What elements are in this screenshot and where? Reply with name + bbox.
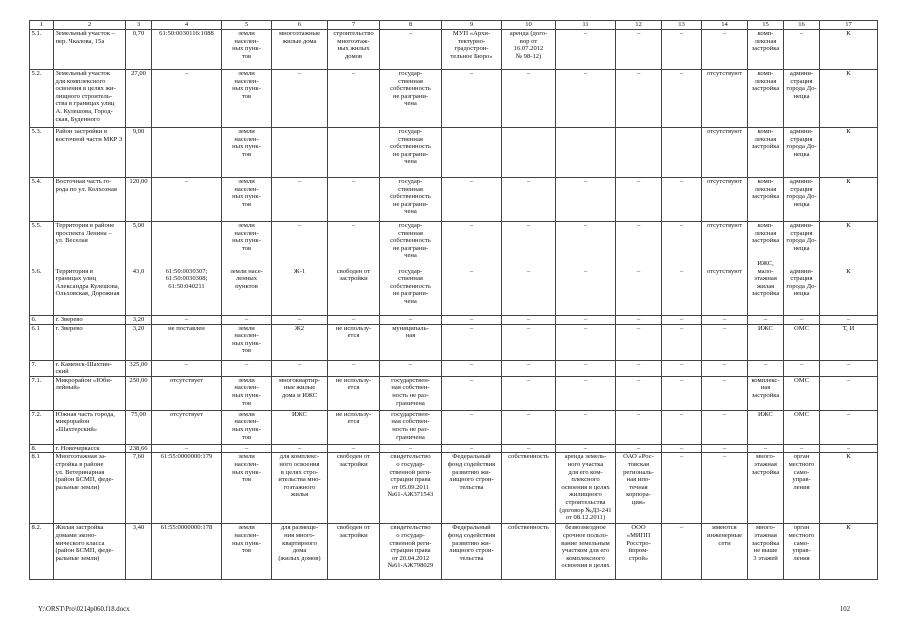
table-cell: свидетельство о государ- ственной реги- страции права от 20.04.2012 №61-АЖ798029 [380,524,442,580]
table-cell: 8.1 [30,453,54,524]
table-cell: для комплекс- ного освоения в целях стро- ительства мно- гоэтажного жилья [272,453,328,524]
table-cell [556,128,616,178]
table-cell: – [222,444,272,453]
table-cell: 3,40 [126,524,152,580]
table-cell: 7,60 [126,453,152,524]
table-cell: – [820,410,878,444]
table-cell [442,128,502,178]
table-cell: отсутствуют [702,178,748,222]
table-cell: – [616,410,662,444]
table-cell: – [662,524,702,580]
table-cell: – [556,410,616,444]
table-cell: админи- страция города До- нецка [784,178,820,222]
table-cell [616,128,662,178]
table-cell: отсутствуют [702,128,748,178]
table-cell: – [616,324,662,360]
table-cell: – [380,360,442,376]
column-number-cell: 4 [152,21,222,30]
table-cell: – [442,70,502,128]
page-footer [38,606,850,613]
table-cell: – [784,30,820,70]
table-cell: – [702,30,748,70]
table-cell: государ- ственная собственность не разграни- чена [380,70,442,128]
table-cell: – [152,70,222,128]
table-cell: г. Зверево [54,316,126,325]
table-cell: Земельный участок – пер. Чкалова, 15а [54,30,126,70]
table-cell: земли населен- ных пунк- тов [222,376,272,410]
table-cell: государ- ственная собственность не разграни- чена государ- ственная собственность не разграни- чена [380,222,442,316]
table-cell: ИЖС [748,324,784,360]
table-cell: – [662,444,702,453]
table-cell: г. Зверево [54,324,126,360]
table-cell: – [328,360,380,376]
table-cell: 6. [30,316,54,325]
land-plots-table [29,20,878,580]
table-cell: земли населен- ных пунк- тов земли насе- ленных пунктов [222,222,272,316]
table-cell: К [820,524,878,580]
table-cell: земли населен- ных пунк- тов [222,324,272,360]
table-cell: комп- лексная застройка [748,30,784,70]
table-cell: – [272,316,328,325]
table-cell: собственность [502,524,556,580]
column-number-cell: 10 [502,21,556,30]
table-cell: – [272,178,328,222]
table-cell: – [380,316,442,325]
table-row [30,410,878,444]
table-cell: К [820,178,878,222]
table-cell: админи- страция города До- нецка [784,128,820,178]
table-cell: комп- лексная застройка [748,128,784,178]
table-cell: земли населен- ных пунк- тов [222,128,272,178]
table-cell: 61:55:0000000:178 [152,524,222,580]
table-cell: – [820,316,878,325]
table-cell: для размеще- ния много- квартирного дома (жилых домов) [272,524,328,580]
table-cell: – [556,30,616,70]
table-cell: государ- ственная собственность не разграни- чена [380,128,442,178]
table-cell: аренда (дого- вор от 16.07.2012 № 98-12) [502,30,556,70]
table-cell: – [702,376,748,410]
table-cell: – [152,316,222,325]
table-cell: – [556,360,616,376]
table-cell: 238,66 [126,444,152,453]
table-cell: Восточная часть го- рода по ул. Колхозная [54,178,126,222]
column-number-cell: 14 [702,21,748,30]
table-cell: – [616,178,662,222]
table-cell: ООО «МИПП Росстро- йпром- строй» [616,524,662,580]
table-cell: свободен от застройки [328,453,380,524]
table-cell: земли населен- ных пунк- тов [222,410,272,444]
table-cell: 250,00 [126,376,152,410]
table-cell: строительство многоэтаж- ных жилых домов [328,30,380,70]
table-cell: – – [662,222,702,316]
table-cell [272,128,328,178]
table-cell: – [442,376,502,410]
table-cell: – [702,453,748,524]
table-cell: ИЖС [748,410,784,444]
table-cell: – [702,316,748,325]
table-cell: – [502,360,556,376]
table-cell: Земельный участок для комплексного освоения в целях жи- лищного строитель- ства в границах улиц А. Кулешова, Город- ская, Буденного [54,70,126,128]
table-cell: отсутствуют [702,70,748,128]
table-cell: комп- лексная застройка [748,178,784,222]
table-cell: – [380,444,442,453]
page-number: 102 [839,606,850,613]
column-number-cell: 1 [30,21,54,30]
table-cell: – [380,30,442,70]
table-cell: – [222,316,272,325]
table-cell: – [152,360,222,376]
table-cell: – [820,360,878,376]
table-cell: – [662,70,702,128]
table-cell: аренда земель- ного участка для его ком- плексного освоения в целях жилищного строительства (договор №Д3-241 от 08.12.2011) [556,453,616,524]
table-cell: – [616,316,662,325]
table-cell: ОМС [784,376,820,410]
column-number-cell: 6 [272,21,328,30]
table-cell: – [748,316,784,325]
table-cell: свободен от застройки [328,524,380,580]
table-row [30,324,878,360]
table-cell: орган местного само- управ- ления [784,524,820,580]
table-cell: – [272,444,328,453]
table-cell: – [784,360,820,376]
table-cell: не использу- ется [328,376,380,410]
table-cell: 7.1. [30,376,54,410]
table-cell: Жилая застройка домами эконо- мического класса (район БСМП, феде- ральные земли) [54,524,126,580]
table-cell: земли населен- ных пунк- тов [222,524,272,580]
column-number-cell: 15 [748,21,784,30]
footer-file-path: Y:\ORST\Pro\0214p060.f18.docx [38,606,130,613]
table-cell: 5.4. [30,178,54,222]
table-row [30,444,878,453]
table-cell: МУП «Архи- тектурно- градострои- тельное Бюро» [442,30,502,70]
table-cell: Территория в районе проспекта Ленина – ул. Веселая Территория в границах улиц Александра Кулешова, Ольховская, Дорожная [54,222,126,316]
table-cell: – [748,444,784,453]
table-cell: 3,20 [126,316,152,325]
table-cell: К К [820,222,878,316]
table-cell: 5.3. [30,128,54,178]
table-cell [152,128,222,178]
table-row [30,70,878,128]
column-number-cell: 9 [442,21,502,30]
table-cell: админи- страция города До- нецка [784,70,820,128]
table-cell: комп- лексная застройка ИЖС, мало- этажная жилая застройка [748,222,784,316]
table-row [30,128,878,178]
table-cell: комп- лексная застройка [748,70,784,128]
table-cell: собственность [502,453,556,524]
table-cell: свидетельство о государ- ственной реги- страции права от 05.09.2011 №61-АЖ371543 [380,453,442,524]
table-cell: многоквартир- ные жилые дома и ИЖС [272,376,328,410]
table-cell: земли населен- ных пунк- тов [222,30,272,70]
table-cell: – [662,30,702,70]
table-cell: ОАО «Рос- товская региональ- ная ипо- течная корпора- ция» [616,453,662,524]
table-cell: – [616,360,662,376]
table-cell: – [662,324,702,360]
table-cell: – [502,178,556,222]
table-row [30,524,878,580]
table-cell: – [502,376,556,410]
table-cell: 120,00 [126,178,152,222]
table-cell: – [272,70,328,128]
column-number-cell: 5 [222,21,272,30]
table-cell: – – [502,222,556,316]
table-cell: много- этажная застройка не выше 3 этажей [748,524,784,580]
table-cell: – [662,360,702,376]
column-number-cell: 17 [820,21,878,30]
table-row [30,30,878,70]
table-cell: – [556,316,616,325]
table-cell: не использу- ется [328,410,380,444]
table-cell: – [328,444,380,453]
table-cell: 9,00 [126,128,152,178]
table-cell: земли населен- ных пунк- тов [222,453,272,524]
table-cell: – [502,316,556,325]
table-cell: отсутствует [152,376,222,410]
column-number-row [30,21,878,30]
column-number-cell: 2 [54,21,126,30]
column-number-cell: 12 [616,21,662,30]
table-cell: – [502,444,556,453]
table-cell: земли населен- ных пунк- тов [222,70,272,128]
table-cell: 75,00 [126,410,152,444]
table-cell: ОМС [784,324,820,360]
table-cell: – [556,178,616,222]
table-cell: – [442,444,502,453]
table-cell: К [820,128,878,178]
column-number-cell: 7 [328,21,380,30]
table-cell: – [442,178,502,222]
table-cell: Район застройки в восточной части МКР 3 [54,128,126,178]
table-cell: государствен- ная собствен- ность не раз- граничена [380,376,442,410]
table-cell: – [784,316,820,325]
table-cell: К [820,30,878,70]
table-row [30,316,878,325]
table-cell: 325,00 [126,360,152,376]
table-cell: Т, И [820,324,878,360]
table-cell: – [442,360,502,376]
table-cell: – [662,178,702,222]
table-cell: – [616,70,662,128]
column-number-cell: 11 [556,21,616,30]
table-cell: – [328,178,380,222]
table-cell: – [616,444,662,453]
table-cell: ИЖС [272,410,328,444]
table-cell: Южная часть города, микрорайон «Шахтерский» [54,410,126,444]
table-cell: – [662,316,702,325]
table-cell: – [702,324,748,360]
table-cell: г. Новочеркасск [54,444,126,453]
table-row [30,178,878,222]
table-cell: – [784,444,820,453]
table-cell: К [820,70,878,128]
table-cell: – [152,444,222,453]
table-cell: – [502,410,556,444]
table-cell: земли населен- ных пунк- тов [222,178,272,222]
table-cell: безвозмездное срочное пользо- вание земельным участком для его комплексного освоения в целях [556,524,616,580]
table-cell: – [556,444,616,453]
table-cell: – свободен от застройки [328,222,380,316]
table-cell: 61:50:0030307; 61:50:0030308; 61:50:040211 [152,222,222,316]
column-number-cell: 3 [126,21,152,30]
table-cell: – [222,360,272,376]
table-cell: – [702,410,748,444]
table-cell: ОМС [784,410,820,444]
table-cell: – [662,410,702,444]
table-cell: – [748,360,784,376]
table-cell: – [556,324,616,360]
table-cell: – – [616,222,662,316]
table-cell: – [152,178,222,222]
table-cell: 6.1 [30,324,54,360]
table-cell: государствен- ная собствен- ность не раз- граничена [380,410,442,444]
table-row [30,360,878,376]
table-cell: много- этажная застройка [748,453,784,524]
table-cell: 0,70 [126,30,152,70]
table-cell: отсутствует [152,410,222,444]
table-cell: – – [556,222,616,316]
table-cell: муниципаль- ная [380,324,442,360]
table-cell: Федеральный фонд содействия развитию жи- лищного строи- тельства [442,524,502,580]
column-number-cell: 13 [662,21,702,30]
table-cell: 5,00 43,0 [126,222,152,316]
table-cell: государ- ственная собственность не разграни- чена [380,178,442,222]
table-cell: – [662,453,702,524]
table-cell: – [616,30,662,70]
table-cell: имеются инженерные сети [702,524,748,580]
table-cell: 8.2. [30,524,54,580]
table-cell: г. Каменск-Шахтин- ский [54,360,126,376]
table-cell [328,128,380,178]
table-cell: – [502,70,556,128]
table-cell: 5.2. [30,70,54,128]
table-cell: – [820,376,878,410]
table-cell: 5.1. [30,30,54,70]
table-cell: 5.5. 5.6. [30,222,54,316]
table-cell: – Ж-1 [272,222,328,316]
table-cell: – [328,70,380,128]
table-cell [662,128,702,178]
table-cell: 7. [30,360,54,376]
table-cell: К [820,453,878,524]
table-cell: Федеральный фонд содействия развитию жи- лищного строи- тельства [442,453,502,524]
table-cell: Микрорайон «Юби- лейный» [54,376,126,410]
table-cell: не поставлен [152,324,222,360]
table-row [30,453,878,524]
table-cell: – [502,324,556,360]
table-cell: – [442,316,502,325]
table-cell: комплекс- ная застройка [748,376,784,410]
table-cell [502,128,556,178]
table-cell: орган местного само- управ- ления [784,453,820,524]
table-row [30,376,878,410]
document-page [29,20,877,580]
table-cell: админи- страция города До- нецка админи- страция города До- нецка [784,222,820,316]
table-cell: – [272,360,328,376]
table-cell: – – [442,222,502,316]
table-cell: 61:55:0000000:179 [152,453,222,524]
table-cell: отсутствуют отсутствуют [702,222,748,316]
table-cell: – [820,444,878,453]
table-row [30,222,878,316]
table-cell: 61:50:0030116:1088 [152,30,222,70]
table-cell: – [328,316,380,325]
table-cell: 8. [30,444,54,453]
table-cell: многоэтажные жилые дома [272,30,328,70]
table-cell: Ж2 [272,324,328,360]
table-cell: Многоэтажная за- стройка в районе ул. Ветеринарная (район БСМП, феде- ральные земли) [54,453,126,524]
column-number-cell: 8 [380,21,442,30]
table-cell: – [442,324,502,360]
table-cell: 7.2. [30,410,54,444]
table-cell: – [702,444,748,453]
column-number-cell: 16 [784,21,820,30]
table-cell: 3,20 [126,324,152,360]
table-cell: – [662,376,702,410]
table-cell: – [442,410,502,444]
table-cell: не использу- ется [328,324,380,360]
table-cell: – [556,376,616,410]
table-cell: 27,00 [126,70,152,128]
table-cell: – [702,360,748,376]
table-cell: – [556,70,616,128]
table-cell: – [616,376,662,410]
